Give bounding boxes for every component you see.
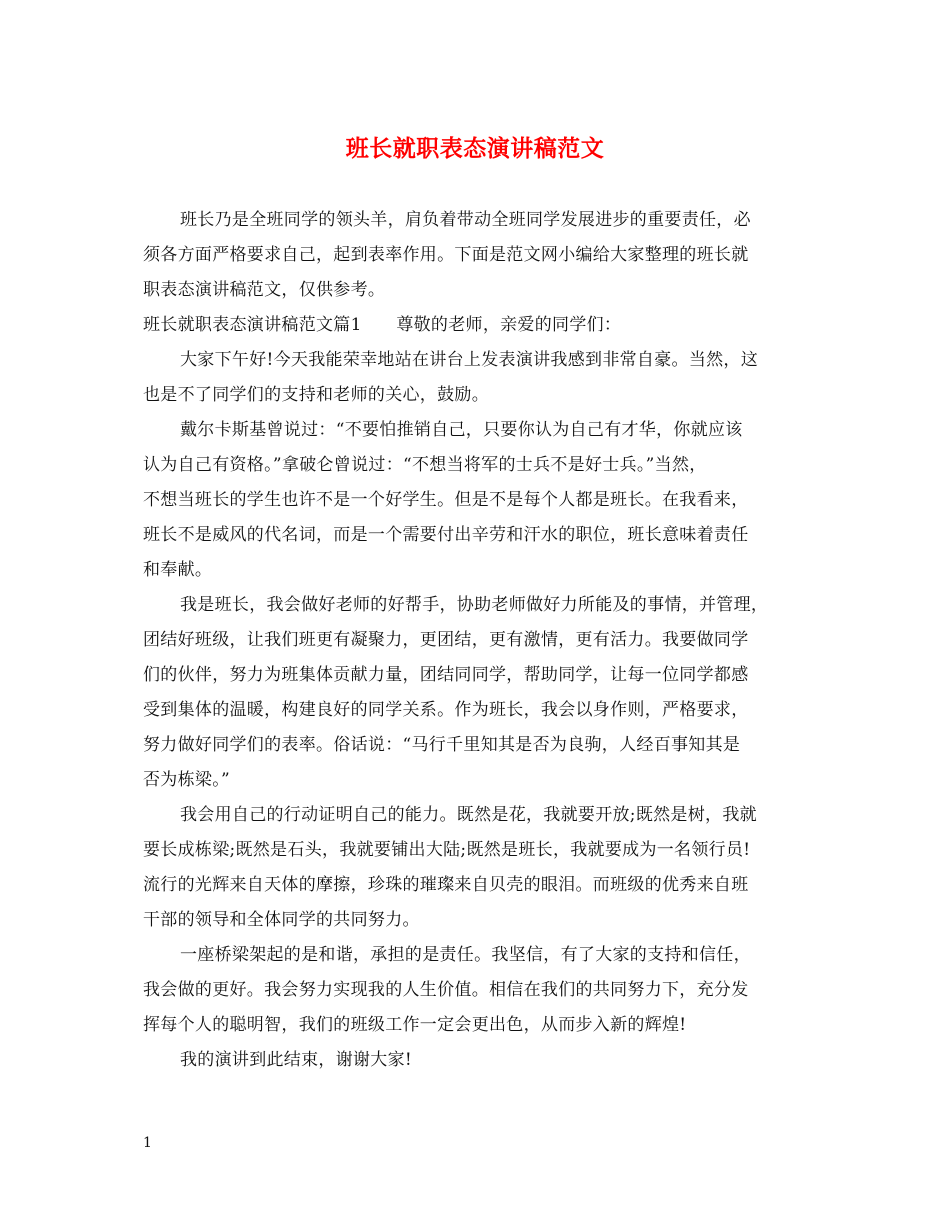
text-line: 不想当班长的学生也许不是一个好学生。但是不是每个人都是班长。在我看来， xyxy=(143,490,749,510)
text-line: 团结好班级，让我们班更有凝聚力，更团结，更有激情，更有活力。我要做同学 xyxy=(143,630,749,650)
text-line: 努力做好同学们的表率。俗话说：“马行千里知其是否为良驹，人经百事知其是 xyxy=(143,735,741,755)
page-number: 1 xyxy=(143,1135,152,1151)
text-line: 班长乃是全班同学的领头羊，肩负着带动全班同学发展进步的重要责任，必 xyxy=(180,210,751,230)
text-line: 们的伙伴，努力为班集体贡献力量，团结同同学，帮助同学，让每一位同学都感 xyxy=(143,665,749,685)
text-line: 戴尔卡斯基曾说过：“不要怕推销自己，只要你认为自己有才华，你就应该 xyxy=(180,420,743,440)
text-line: 要长成栋梁;既然是石头，我就要铺出大陆;既然是班长，我就要成为一名领行员! xyxy=(143,840,751,860)
text-line: 须各方面严格要求自己，起到表率作用。下面是范文网小编给大家整理的班长就 xyxy=(143,245,749,265)
text-line: 我是班长，我会做好老师的好帮手，协助老师做好力所能及的事情，并管理， xyxy=(180,595,769,615)
document-title: 班长就职表态演讲稿范文 xyxy=(345,135,605,162)
text-line: 否为栋梁。” xyxy=(143,770,230,790)
text-line: 一座桥梁架起的是和谐，承担的是责任。我坚信，有了大家的支持和信任， xyxy=(180,945,751,965)
text-line: 也是不了同学们的支持和老师的关心，鼓励。 xyxy=(143,385,489,405)
text-line: 大家下午好!今天我能荣幸地站在讲台上发表演讲我感到非常自豪。当然，这 xyxy=(180,350,759,370)
text-line: 我的演讲到此结束，谢谢大家! xyxy=(180,1050,413,1070)
text-line: 我会用自己的行动证明自己的能力。既然是花，我就要开放;既然是树，我就 xyxy=(180,805,757,825)
text-line: 挥每个人的聪明智，我们的班级工作一定会更出色，从而步入新的辉煌! xyxy=(143,1015,687,1035)
text-line: 职表态演讲稿范文，仅供参考。 xyxy=(143,280,386,300)
text-line: 认为自己有资格。”拿破仑曾说过：“不想当将军的士兵不是好士兵。”当然， xyxy=(143,455,707,475)
text-line: 和奉献。 xyxy=(143,560,213,580)
text-line: 我会做的更好。我会努力实现我的人生价值。相信在我们的共同努力下，充分发 xyxy=(143,980,749,1000)
text-line: 干部的领导和全体同学的共同努力。 xyxy=(143,910,420,930)
section-heading-line: 班长就职表态演讲稿范文篇1 尊敬的老师，亲爱的同学们： xyxy=(143,315,622,335)
text-line: 流行的光辉来自天体的摩擦，珍珠的璀璨来自贝壳的眼泪。而班级的优秀来自班 xyxy=(143,875,749,895)
text-line: 受到集体的温暖，构建良好的同学关系。作为班长，我会以身作则，严格要求， xyxy=(143,700,749,720)
text-line: 班长不是威风的代名词，而是一个需要付出辛劳和汗水的职位，班长意味着责任 xyxy=(143,525,749,545)
